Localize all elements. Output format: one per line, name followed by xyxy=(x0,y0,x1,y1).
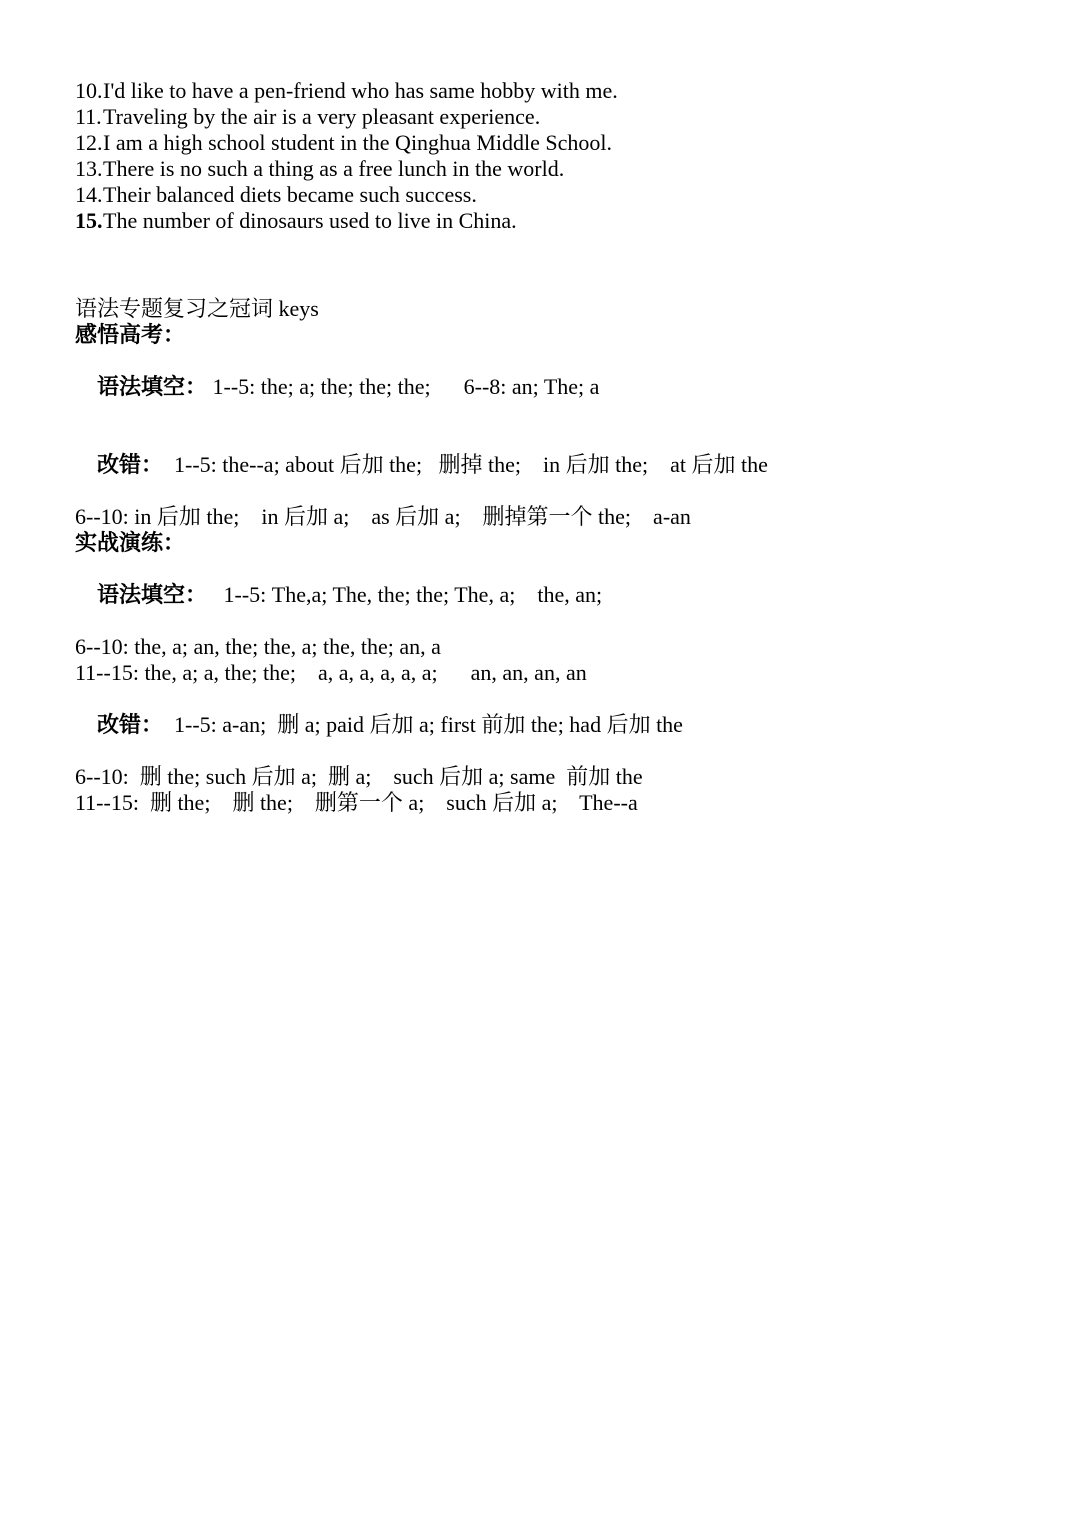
correction-answers: 1--5: a-an; 删 a; paid 后加 a; first 前加 the; had 后加 the xyxy=(163,712,683,737)
list-item xyxy=(75,78,1029,104)
list-item xyxy=(75,182,1029,208)
item-number: 14. xyxy=(75,182,103,207)
correction-answers-line xyxy=(75,426,1029,504)
keys-title: 语法专题复习之冠词 keys xyxy=(75,296,319,321)
item-number: 15. xyxy=(75,208,103,233)
gapfill-answers-line xyxy=(75,348,1029,426)
correction-answers-line: 6--10: 删 the; such 后加 a; 删 a; such 后加 a; same 前加 the xyxy=(75,764,643,789)
item-text: I'd like to have a pen-friend who has same hobby with me. xyxy=(103,78,618,103)
gapfill-answers: 1--5: The,a; The, the; the; The, a; the, an; xyxy=(207,582,603,607)
item-text: The number of dinosaurs used to live in China. xyxy=(103,208,517,233)
item-number: 11. xyxy=(75,104,102,129)
gapfill-label: 语法填空： xyxy=(97,582,208,607)
item-number: 10. xyxy=(75,78,103,103)
list-item xyxy=(75,130,1029,156)
gapfill-label: 语法填空： xyxy=(97,374,208,399)
item-text: Their balanced diets became such success. xyxy=(103,182,477,207)
list-item xyxy=(75,104,1029,130)
list-item xyxy=(75,156,1029,182)
blank-space xyxy=(75,234,1029,296)
gapfill-answers-line: 6--10: the, a; an, the; the, a; the, the; an, a xyxy=(75,634,441,659)
section-heading-ganwu-gaokao: 感悟高考： xyxy=(75,322,186,347)
item-text: I am a high school student in the Qinghua Middle School. xyxy=(103,130,612,155)
gapfill-answers-line: 11--15: the, a; a, the; the; a, a, a, a, a, a; an, an, an, an xyxy=(75,660,587,685)
correction-answers-line: 6--10: in 后加 the; in 后加 a; as 后加 a; 删掉第一个 the; a-an xyxy=(75,504,691,529)
correction-answers-line: 11--15: 删 the; 删 the; 删第一个 a; such 后加 a; The--a xyxy=(75,790,638,815)
item-text: Traveling by the air is a very pleasant experience. xyxy=(103,104,541,129)
item-number: 13. xyxy=(75,156,103,181)
list-item xyxy=(75,208,1029,234)
item-text: There is no such a thing as a free lunch in the world. xyxy=(103,156,565,181)
item-number: 12. xyxy=(75,130,103,155)
gapfill-answers-line xyxy=(75,556,1029,634)
correction-label: 改错： xyxy=(97,712,164,737)
correction-answers: 1--5: the--a; about 后加 the; 删掉 the; in 后加 the; at 后加 the xyxy=(163,452,768,477)
gapfill-answers: 1--5: the; a; the; the; the; 6--8: an; The; a xyxy=(207,374,600,399)
correction-label: 改错： xyxy=(97,452,164,477)
section-heading-shizhan-yanlian: 实战演练： xyxy=(75,530,186,555)
correction-answers-line xyxy=(75,686,1029,764)
